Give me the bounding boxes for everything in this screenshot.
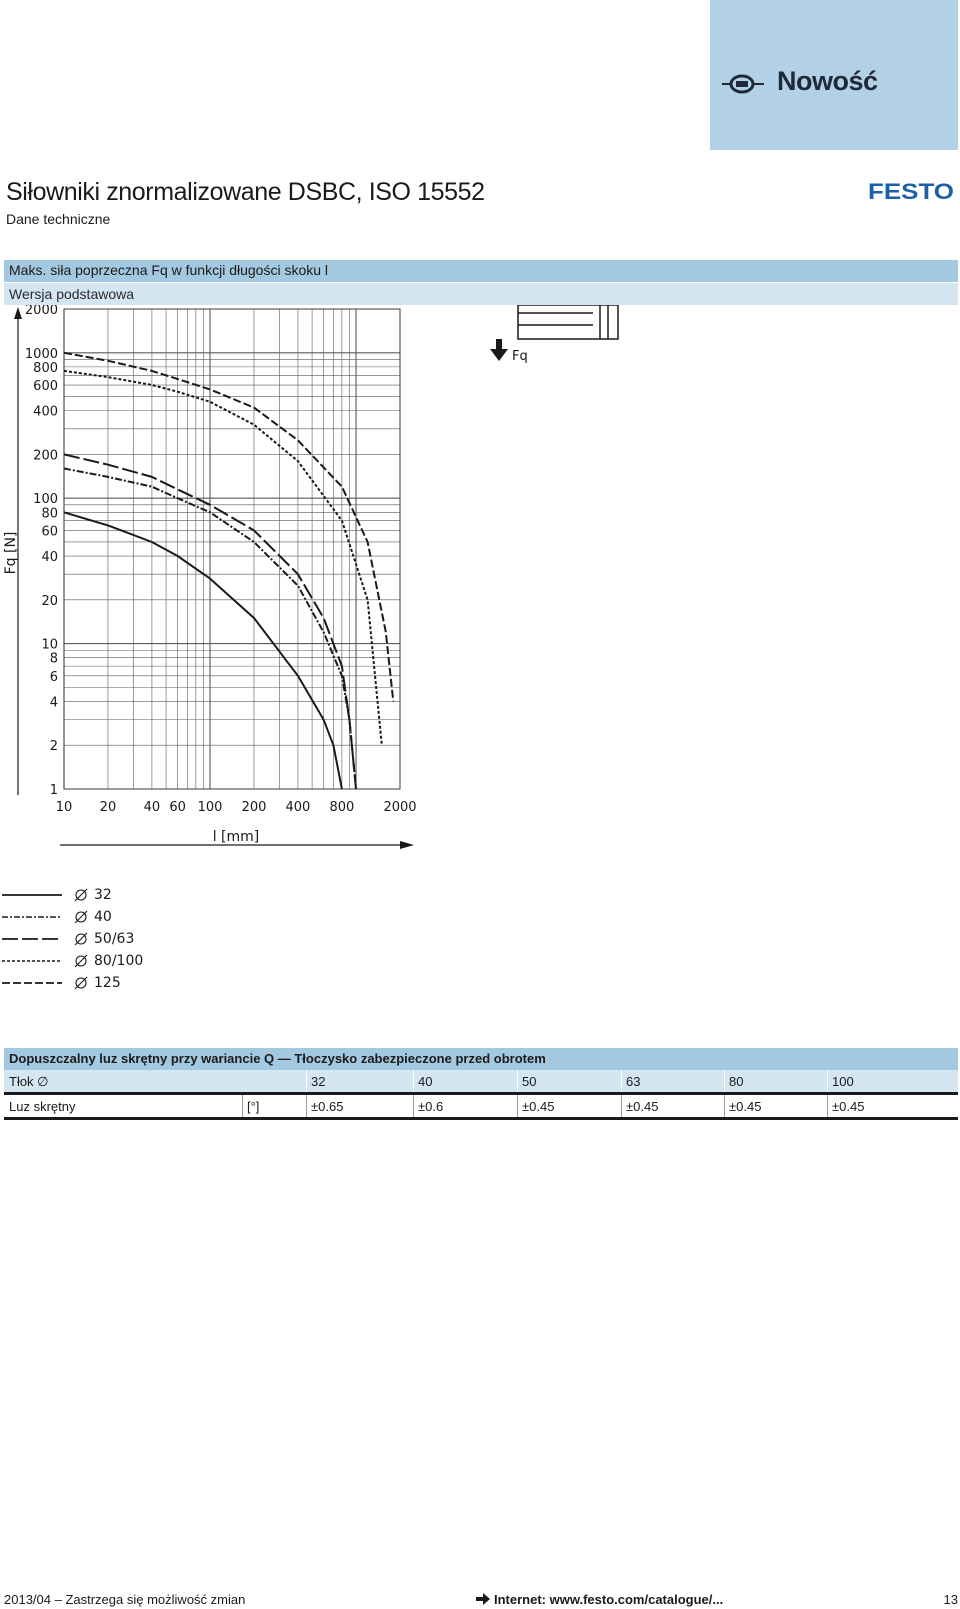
y-tick-label: 200 — [33, 448, 58, 464]
diameter-icon — [74, 976, 88, 990]
legend-item — [0, 952, 300, 972]
table-header — [4, 1048, 958, 1070]
page-title: Siłowniki znormalizowane DSBC, ISO 15552 — [6, 178, 485, 206]
chart-series — [64, 353, 393, 789]
y-tick-label: 2 — [49, 739, 58, 755]
legend-line-dashdot — [0, 912, 66, 922]
x-tick-label: 800 — [329, 800, 355, 815]
legend-label: 80/100 — [94, 953, 144, 969]
section-subtitle: Wersja podstawowa — [9, 286, 135, 302]
cylinder-symbol-icon — [722, 72, 764, 96]
y-tick-label: 100 — [33, 492, 58, 508]
force-label: Fq — [512, 349, 528, 364]
x-tick-label: 10 — [55, 800, 73, 815]
series-line-80-100 — [64, 371, 382, 745]
legend-item — [0, 930, 300, 950]
x-tick-label: 400 — [285, 800, 311, 815]
page-subtitle: Dane techniczne — [6, 211, 111, 227]
new-badge — [710, 0, 958, 150]
table-cell: 50 — [522, 1074, 537, 1089]
legend-line-shortdash — [0, 956, 66, 966]
legend-line-longdash — [0, 934, 66, 944]
table-cell: ±0.65 — [311, 1099, 344, 1114]
force-stroke-chart — [0, 305, 460, 885]
table-cell: ±0.45 — [522, 1099, 555, 1114]
table-cell: 80 — [729, 1074, 744, 1089]
y-tick-label: 40 — [41, 550, 58, 566]
legend-label: 125 — [94, 975, 121, 991]
legend-label: 50/63 — [94, 931, 135, 947]
section-subheader — [4, 283, 958, 305]
footer-link[interactable]: Internet: www.festo.com/catalogue/... — [494, 1592, 724, 1607]
chart-legend — [0, 887, 300, 1010]
diameter-icon — [74, 932, 88, 946]
force-arrow-icon — [490, 339, 508, 361]
table-title: Dopuszczalny luz skrętny przy wariancie Q — Tłoczysko zabezpieczone przed obrotem — [9, 1051, 546, 1066]
diameter-icon — [74, 888, 88, 902]
arrow-right-icon — [476, 1593, 490, 1605]
table-row — [4, 1070, 958, 1095]
y-tick-label: 10 — [41, 637, 58, 653]
row-label: Tłok ∅ — [9, 1074, 49, 1089]
legend-line-solid — [0, 890, 66, 900]
y-tick-label: 2000 — [24, 305, 58, 318]
y-tick-label: 8 — [49, 651, 58, 667]
x-axis-arrow — [400, 841, 414, 849]
table-row — [4, 1095, 958, 1120]
row-label: Luz skrętny — [9, 1099, 76, 1114]
x-tick-label: 60 — [169, 800, 186, 815]
x-tick-labels — [56, 800, 417, 815]
cylinder-diagram — [488, 305, 638, 375]
y-tick-label: 6 — [49, 669, 58, 685]
x-tick-label: 100 — [197, 800, 223, 815]
x-axis-label: l [mm] — [212, 829, 260, 845]
x-tick-label: 40 — [143, 800, 161, 815]
series-line-32 — [64, 512, 342, 789]
table-cell: ±0.45 — [729, 1099, 762, 1114]
table-cell: ±0.45 — [832, 1099, 865, 1114]
table-cell: 40 — [418, 1074, 433, 1089]
section-title: Maks. siła poprzeczna Fq w funkcji długości skoku l — [9, 262, 329, 278]
y-tick-label: 1000 — [24, 346, 58, 362]
diameter-icon — [74, 910, 88, 924]
diameter-icon — [74, 954, 88, 968]
y-axis-arrow — [14, 307, 22, 319]
y-tick-label: 1 — [49, 783, 58, 798]
legend-item — [0, 886, 300, 906]
table-cell: 63 — [626, 1074, 641, 1089]
table-cell: 100 — [832, 1074, 854, 1089]
legend-line-dash — [0, 978, 66, 988]
table-cell: 32 — [311, 1074, 326, 1089]
section-header — [4, 260, 958, 282]
footer-date-note: 2013/04 – Zastrzega się możliwość zmian — [4, 1592, 246, 1607]
page-number: 13 — [943, 1592, 958, 1607]
y-tick-labels — [25, 305, 58, 798]
legend-item — [0, 908, 300, 928]
y-axis-label: Fq [N] — [3, 531, 19, 575]
badge-label: Nowość — [777, 66, 878, 96]
x-tick-label: 20 — [99, 800, 117, 815]
y-tick-label: 600 — [33, 379, 58, 395]
y-tick-label: 80 — [41, 506, 58, 522]
torsion-table — [4, 1048, 958, 1120]
legend-item — [0, 974, 300, 994]
page-footer — [4, 1590, 958, 1609]
y-tick-label: 4 — [49, 695, 58, 711]
y-tick-label: 60 — [41, 524, 58, 540]
table-cell: ±0.45 — [626, 1099, 659, 1114]
festo-logo-text: FESTO — [868, 180, 954, 202]
table-cell: ±0.6 — [418, 1099, 444, 1114]
legend-label: 32 — [94, 887, 112, 903]
x-tick-label: 2000 — [383, 800, 417, 815]
x-tick-label: 200 — [241, 800, 267, 815]
y-tick-label: 800 — [33, 360, 58, 376]
y-tick-label: 400 — [33, 404, 58, 420]
unit-cell: [°] — [247, 1099, 260, 1114]
y-tick-label: 20 — [41, 593, 58, 609]
legend-label: 40 — [94, 909, 112, 925]
cylinder-body — [518, 305, 618, 339]
festo-logo — [868, 180, 954, 202]
